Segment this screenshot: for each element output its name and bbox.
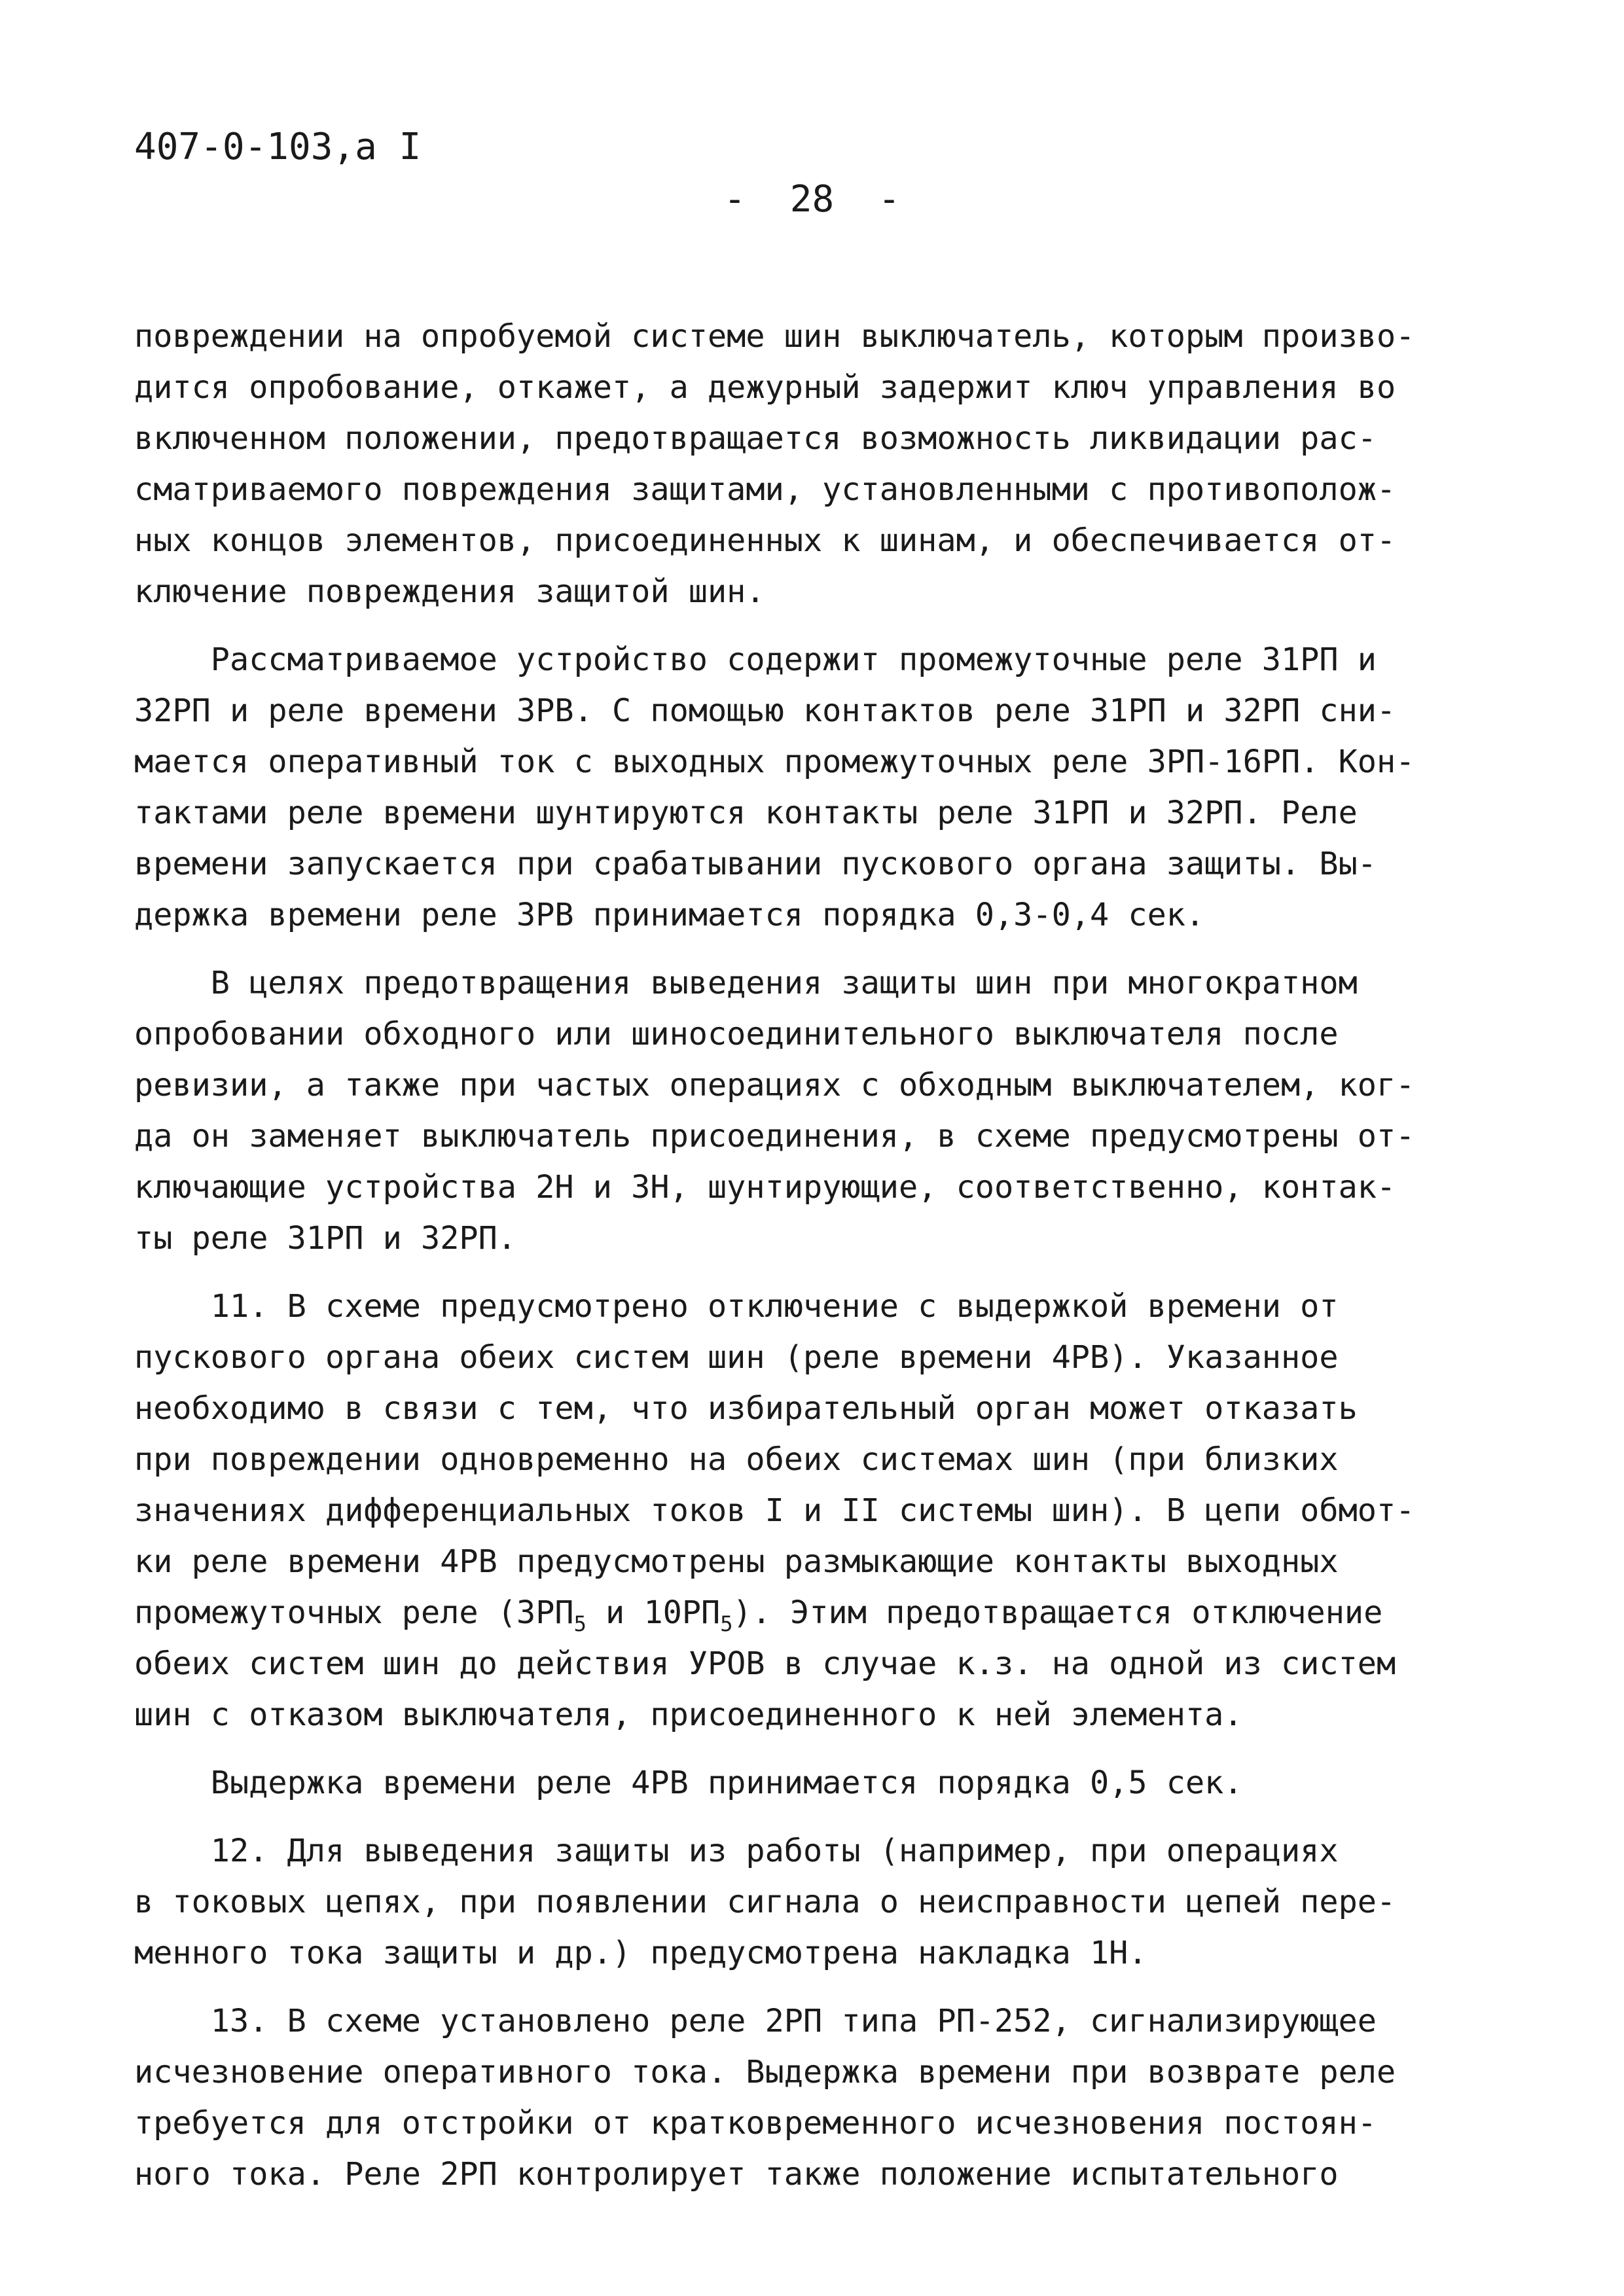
- text-line: значениях дифференциальных токов I и II системы шин). В цепи обмот-: [134, 1492, 1415, 1529]
- paragraph: [134, 958, 1502, 1264]
- text-line: 32РП и реле времени 3РВ. С помощью контактов реле 31РП и 32РП сни-: [134, 692, 1396, 729]
- text-line: ки реле времени 4РВ предусмотрены размыкающие контакты выходных: [134, 1543, 1339, 1580]
- text-line: времени запускается при срабатывании пускового органа защиты. Вы-: [134, 846, 1377, 882]
- paragraph: [134, 311, 1502, 617]
- text-line: обеих систем шин до действия УРОВ в случае к.з. на одной из систем: [134, 1645, 1396, 1682]
- text-line: требуется для отстройки от кратковременного исчезновения постоян-: [134, 2105, 1377, 2142]
- text-line: пускового органа обеих систем шин (реле времени 4РВ). Указанное: [134, 1339, 1339, 1376]
- text-line: тактами реле времени шунтируются контакты реле 31РП и 32РП. Реле: [134, 795, 1358, 831]
- text-line: мается оперативный ток с выходных промежуточных реле 3РП-16РП. Кон-: [134, 744, 1415, 780]
- text-line: ключение повреждения защитой шин.: [134, 573, 765, 610]
- paragraph: [134, 1996, 1502, 2200]
- subscript: 5: [720, 1611, 733, 1636]
- text-line: в токовых цепях, при появлении сигнала о неисправности цепей пере-: [134, 1884, 1396, 1920]
- document-code: 407-0-103,а I: [134, 126, 422, 168]
- text-line: ключающие устройства 2Н и 3Н, шунтирующие, соответственно, контак-: [134, 1169, 1396, 1206]
- line-segment: ). Этим предотвращается отключение: [732, 1594, 1383, 1631]
- text-line: ных концов элементов, присоединенных к шинам, и обеспечивается от-: [134, 522, 1396, 559]
- subscript: 5: [573, 1611, 586, 1636]
- body-text: [134, 311, 1502, 2217]
- text-line: Выдержка времени реле 4РВ принимается порядка 0,5 сек.: [134, 1765, 1243, 1801]
- text-line: 11. В схеме предусмотрено отключение с выдержкой времени от: [134, 1288, 1339, 1325]
- text-line: ты реле 31РП и 32РП.: [134, 1220, 516, 1257]
- text-line: дится опробование, откажет, а дежурный задержит ключ управления во: [134, 369, 1396, 406]
- text-line: опробовании обходного или шиносоединительного выключателя после: [134, 1016, 1339, 1052]
- text-line: при повреждении одновременно на обеих системах шин (при близких: [134, 1441, 1339, 1478]
- text-line: ного тока. Реле 2РП контролирует также положение испытательного: [134, 2156, 1339, 2193]
- line-segment: и 10РП: [586, 1594, 721, 1631]
- page-number: - 28 -: [723, 178, 901, 221]
- text-line: 12. Для выведения защиты из работы (например, при операциях: [134, 1833, 1339, 1869]
- text-line-with-subscripts: [134, 1587, 1502, 1638]
- text-line: необходимо в связи с тем, что избирательный орган может отказать: [134, 1390, 1358, 1427]
- paragraph: [134, 1825, 1502, 1979]
- paragraph: [134, 1757, 1502, 1808]
- text-line: держка времени реле 3РВ принимается порядка 0,3-0,4 сек.: [134, 897, 1205, 933]
- text-line: повреждении на опробуемой системе шин выключатель, которым произво-: [134, 318, 1415, 355]
- text-line: Рассматриваемое устройство содержит промежуточные реле 31РП и: [134, 641, 1377, 678]
- text-line: шин с отказом выключателя, присоединенного к ней элемента.: [134, 1696, 1243, 1733]
- text-line: В целях предотвращения выведения защиты шин при многократном: [134, 965, 1358, 1001]
- text-line: ревизии, а также при частых операциях с обходным выключателем, ког-: [134, 1067, 1415, 1103]
- text-line: да он заменяет выключатель присоединения, в схеме предусмотрены от-: [134, 1118, 1415, 1155]
- text-line: сматриваемого повреждения защитами, установленными с противополож-: [134, 471, 1396, 508]
- text-line: менного тока защиты и др.) предусмотрена накладка 1Н.: [134, 1935, 1147, 1971]
- paragraph: [134, 634, 1502, 941]
- text-line: исчезновение оперативного тока. Выдержка времени при возврате реле: [134, 2054, 1396, 2090]
- line-segment: промежуточных реле (3РП: [134, 1594, 574, 1631]
- text-line: 13. В схеме установлено реле 2РП типа РП-252, сигнализирующее: [134, 2003, 1377, 2039]
- paragraph: [134, 1281, 1502, 1740]
- text-line: включенном положении, предотвращается возможность ликвидации рас-: [134, 420, 1377, 457]
